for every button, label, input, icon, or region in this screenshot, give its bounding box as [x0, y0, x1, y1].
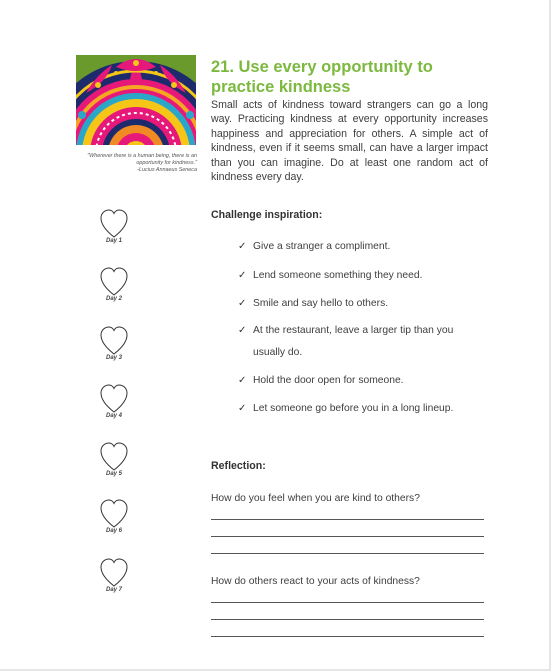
checkmark-icon: ✓ — [238, 325, 247, 336]
day-3-tracker[interactable] — [96, 325, 132, 361]
day-label: Day 2 — [105, 296, 122, 302]
day-2-tracker[interactable] — [96, 266, 132, 302]
challenge-heading: Challenge inspiration: — [211, 209, 323, 221]
day-1-tracker[interactable] — [96, 208, 132, 244]
quote-text: "Wherever there is a human being, there is an opportunity for kindness." — [87, 153, 197, 167]
heart-icon — [99, 498, 129, 530]
challenge-item-text: Smile and say hello to others. — [253, 298, 389, 309]
checkmark-icon: ✓ — [238, 270, 247, 281]
heart-icon — [99, 557, 129, 589]
seneca-quote — [60, 153, 197, 175]
day-label: Day 5 — [105, 471, 122, 477]
reflection-heading: Reflection: — [211, 460, 266, 472]
heart-icon — [99, 383, 129, 415]
answer-line[interactable] — [211, 602, 484, 603]
heart-icon — [99, 208, 129, 240]
answer-line[interactable] — [211, 536, 484, 537]
challenge-item — [238, 370, 488, 392]
checkmark-icon: ✓ — [238, 298, 247, 309]
challenge-item-text: At the restaurant, leave a larger tip than you usually do. — [253, 325, 454, 358]
day-6-tracker[interactable] — [96, 498, 132, 534]
heart-icon — [99, 325, 129, 357]
intro-paragraph: Small acts of kindness toward strangers can go a long way. Practicing kindness at every opportunity increases happiness and appreciation for others. A simple act of kindness, even if it seems small, can have a larger impact than you can imagine. Do at least one random act of kindness every day. — [211, 99, 488, 184]
day-label: Day 6 — [105, 528, 122, 534]
reflection-question-2: How do others react to your acts of kindness? — [211, 576, 420, 587]
day-label: Day 1 — [105, 238, 122, 244]
quote-author: -Lucius Annaeus Seneca — [137, 167, 197, 174]
reflection-question-1: How do you feel when you are kind to others? — [211, 493, 420, 504]
answer-line[interactable] — [211, 553, 484, 554]
answer-line[interactable] — [211, 636, 484, 637]
checkmark-icon: ✓ — [238, 241, 247, 252]
challenge-item-text: Give a stranger a compliment. — [253, 241, 391, 252]
challenge-item-text: Lend someone something they need. — [253, 270, 423, 281]
challenge-item — [238, 265, 488, 287]
heart-icon — [99, 441, 129, 473]
checkmark-icon: ✓ — [238, 403, 247, 414]
answer-line[interactable] — [211, 519, 484, 520]
challenge-item — [238, 398, 488, 420]
page-title: 21. Use every opportunity to practice kindness — [211, 58, 433, 96]
day-label: Day 4 — [105, 413, 122, 419]
day-label: Day 3 — [105, 355, 122, 361]
challenge-item — [238, 293, 488, 315]
answer-line[interactable] — [211, 619, 484, 620]
day-4-tracker[interactable] — [96, 383, 132, 419]
challenge-item — [238, 236, 488, 258]
challenge-item-text: Let someone go before you in a long lineup. — [253, 403, 454, 414]
challenge-item — [238, 320, 468, 364]
day-label: Day 7 — [105, 587, 122, 593]
checkmark-icon: ✓ — [238, 375, 247, 386]
day-5-tracker[interactable] — [96, 441, 132, 477]
heart-icon — [99, 266, 129, 298]
mandala-image — [76, 55, 196, 145]
day-7-tracker[interactable] — [96, 557, 132, 593]
challenge-item-text: Hold the door open for someone. — [253, 375, 404, 386]
